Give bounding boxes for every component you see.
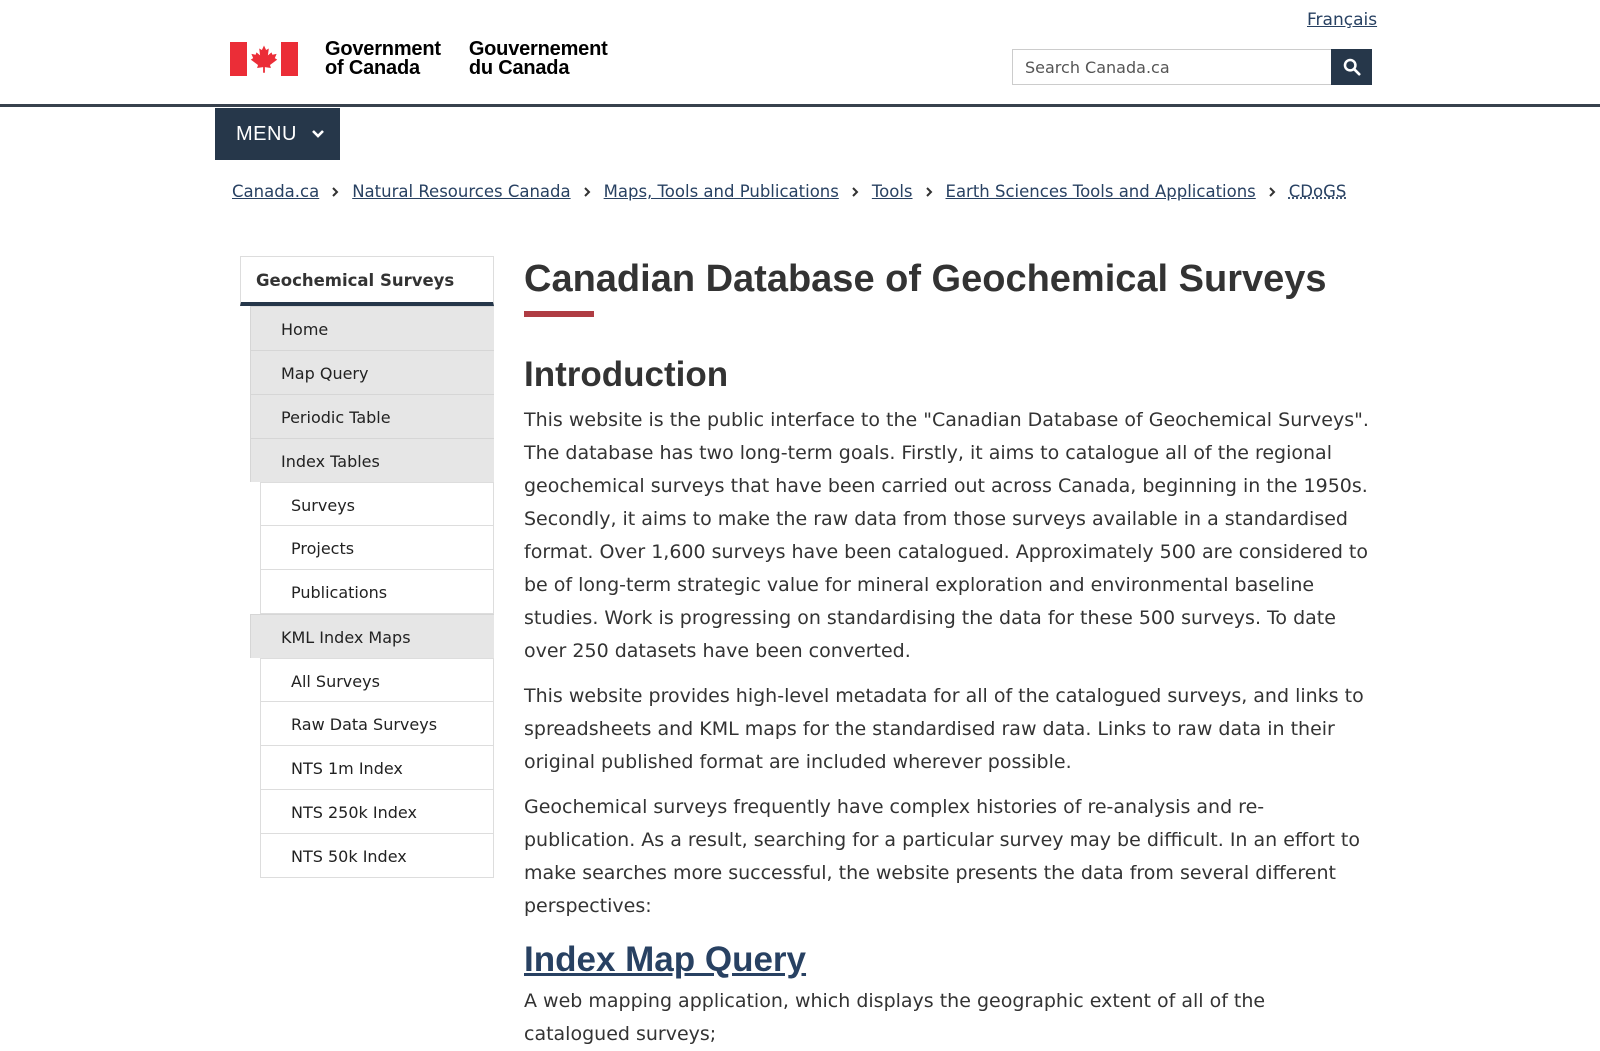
sidenav-item-home[interactable]: Home (250, 306, 494, 350)
sidenav-item-publications[interactable]: Publications (260, 570, 494, 614)
menu-label: MENU (236, 122, 297, 145)
search-button[interactable] (1331, 49, 1372, 85)
page-title: Canadian Database of Geochemical Surveys (524, 258, 1327, 300)
breadcrumb-earth-sciences-tools[interactable]: Earth Sciences Tools and Applications (945, 182, 1256, 201)
sidenav-item-nts-1m-index[interactable]: NTS 1m Index (260, 746, 494, 790)
main-menu-button[interactable] (215, 108, 340, 160)
chevron-right-icon (925, 186, 933, 198)
chevron-right-icon (331, 186, 339, 198)
index-map-query-heading (524, 939, 1374, 981)
search-icon (1343, 58, 1361, 76)
government-of-canada-signature[interactable] (230, 38, 608, 79)
sidenav-item-index-tables[interactable]: Index Tables (250, 438, 494, 482)
index-map-query-link[interactable]: Index Map Query (524, 940, 807, 979)
section-nav-heading[interactable]: Geochemical Surveys (240, 256, 494, 306)
sidenav-item-nts-50k-index[interactable]: NTS 50k Index (260, 834, 494, 878)
sidenav-item-projects[interactable]: Projects (260, 526, 494, 570)
canada-flag (230, 42, 298, 76)
sidenav-item-all-surveys[interactable]: All Surveys (260, 658, 494, 702)
breadcrumb-canada-ca[interactable]: Canada.ca (232, 182, 320, 201)
intro-paragraph-1: This website is the public interface to the "Canadian Database of Geochemical Surveys". The database has two long-term goals. Firstly, it aims to catalogue all of the regional geochemical surveys that have been carried out across Canada, beginning in the 1950s. Secondly, it aims to make the raw data from those surveys available in a standardised format. Over 1,600 surveys have been catalogued. Approximately 500 are considered to be of long-term strategic value for mineral exploration and environmental baseline studies. Work is progressing on standardising the data for these 500 surveys. To date over 250 datasets have been converted. (524, 409, 1369, 662)
intro-paragraph-3: Geochemical surveys frequently have complex histories of re-analysis and re-publication. As a result, searching for a particular survey may be difficult. In an effort to make searches more successful, the website presents the data from several different perspectives: (524, 796, 1361, 917)
chevron-right-icon (1268, 186, 1276, 198)
main-content (524, 256, 1374, 1051)
title-underline (524, 311, 594, 317)
site-search (1012, 49, 1372, 85)
intro-paragraph-2: This website provides high-level metadata for all of the catalogued surveys, and links to spreadsheets and KML maps for the standardised raw data. Links to raw data in their original published format are included wherever possible. (524, 685, 1364, 773)
sidenav-item-periodic-table[interactable]: Periodic Table (250, 394, 494, 438)
wordmark (325, 40, 608, 78)
wordmark-english: Government of Canada (325, 38, 441, 79)
sidenav-item-map-query[interactable]: Map Query (250, 350, 494, 394)
introduction-heading: Introduction (524, 355, 729, 394)
chevron-right-icon (583, 186, 591, 198)
chevron-right-icon (851, 186, 859, 198)
language-toggle-link[interactable]: Français (1307, 10, 1378, 30)
sidenav-item-surveys[interactable]: Surveys (260, 482, 494, 526)
sidenav-item-kml-index-maps[interactable]: KML Index Maps (250, 614, 494, 658)
wordmark-french: Gouvernement du Canada (468, 38, 608, 79)
chevron-down-icon (311, 129, 325, 139)
header-divider (0, 104, 1600, 107)
sidenav-item-raw-data-surveys[interactable]: Raw Data Surveys (260, 702, 494, 746)
maple-leaf-icon (249, 44, 279, 74)
section-navigation (240, 256, 494, 878)
search-input[interactable] (1012, 49, 1331, 85)
breadcrumb-maps-tools-publications[interactable]: Maps, Tools and Publications (603, 182, 839, 201)
breadcrumb-natural-resources-canada[interactable]: Natural Resources Canada (352, 182, 571, 201)
breadcrumb-cdogs[interactable]: CDoGS (1288, 182, 1347, 201)
breadcrumb-tools[interactable]: Tools (871, 182, 913, 201)
index-map-query-description: A web mapping application, which displays the geographic extent of all of the catalogued surveys; (524, 990, 1266, 1045)
sidenav-item-nts-250k-index[interactable]: NTS 250k Index (260, 790, 494, 834)
breadcrumb (232, 182, 1346, 201)
